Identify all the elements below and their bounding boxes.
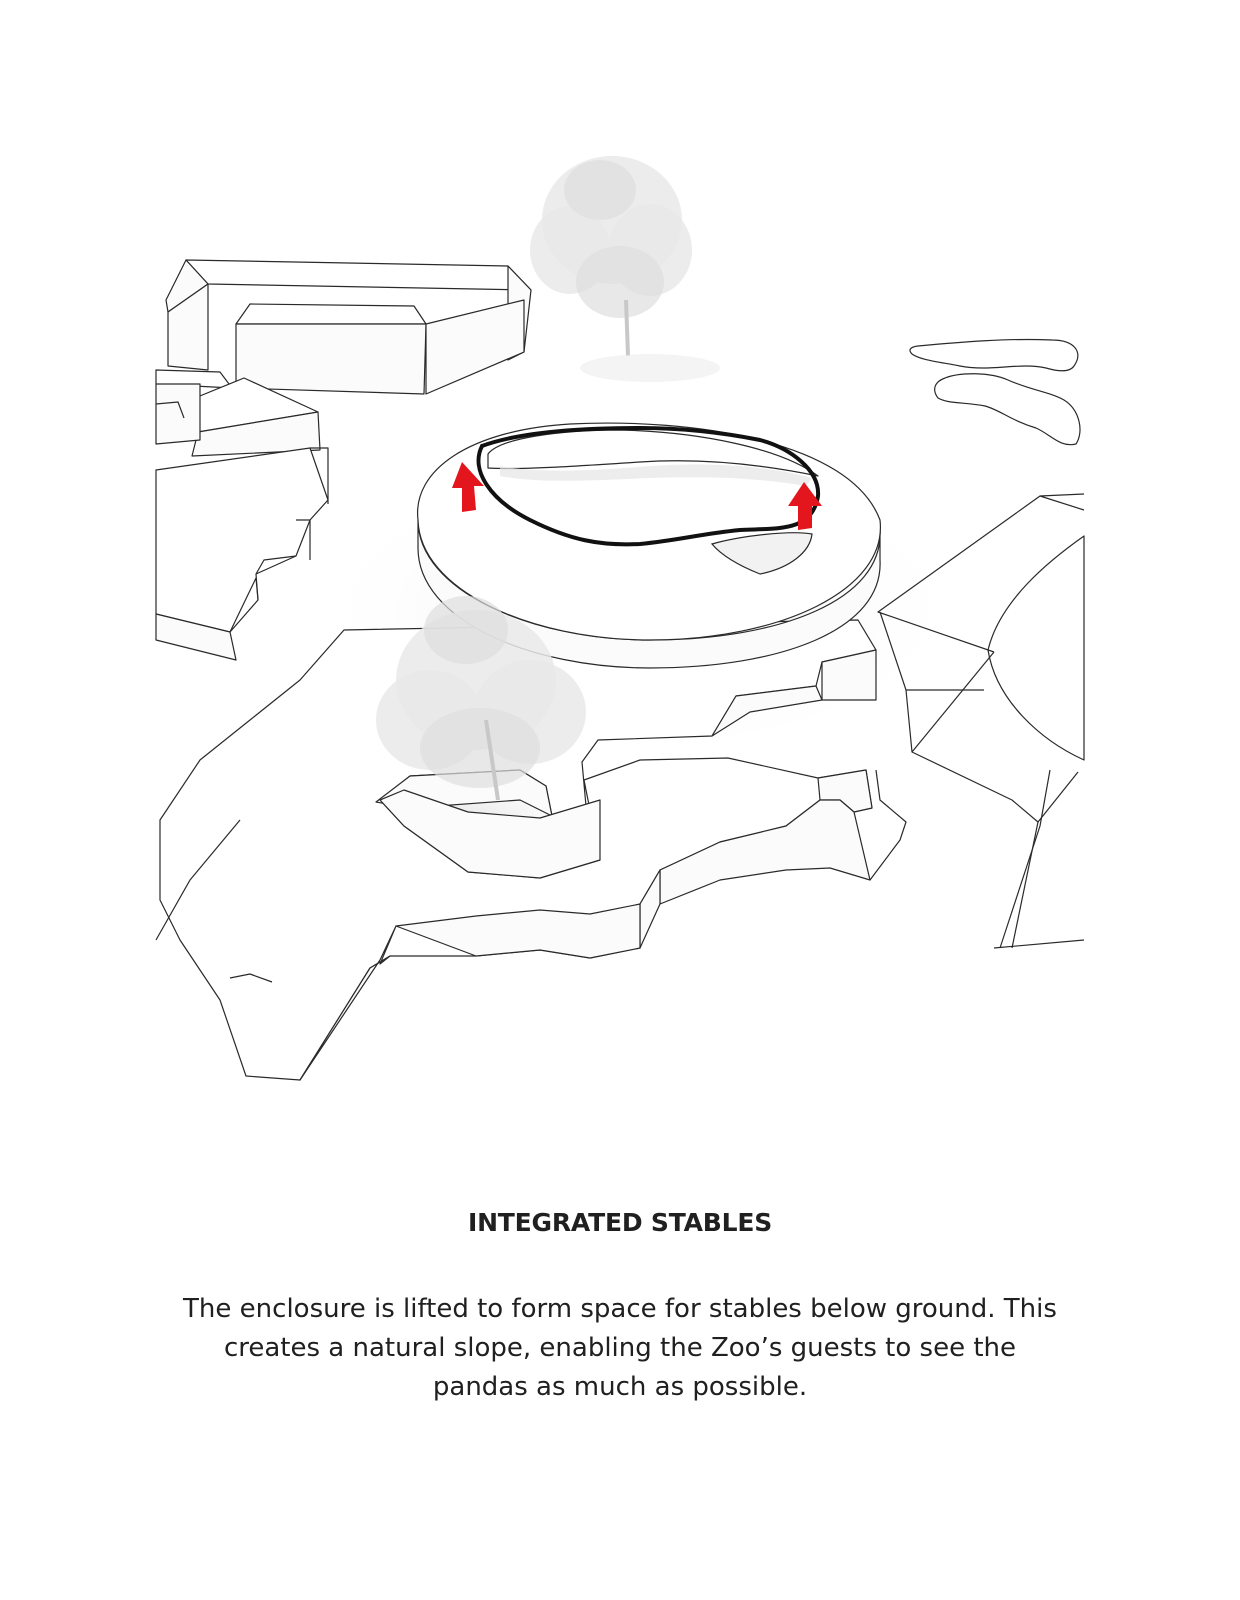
tree-icon [530, 156, 720, 382]
caption-line: The enclosure is lifted to form space for stables below ground. This [183, 1294, 1057, 1324]
terrace-left [156, 448, 328, 660]
caption-line: creates a natural slope, enabling the Zoo’s guests to see the [223, 1333, 1017, 1363]
caption-title: INTEGRATED STABLES [467, 1208, 773, 1237]
pond-outline [910, 339, 1080, 444]
caption-line: pandas as much as possible. [432, 1372, 808, 1402]
caption-body [160, 1290, 1080, 1407]
